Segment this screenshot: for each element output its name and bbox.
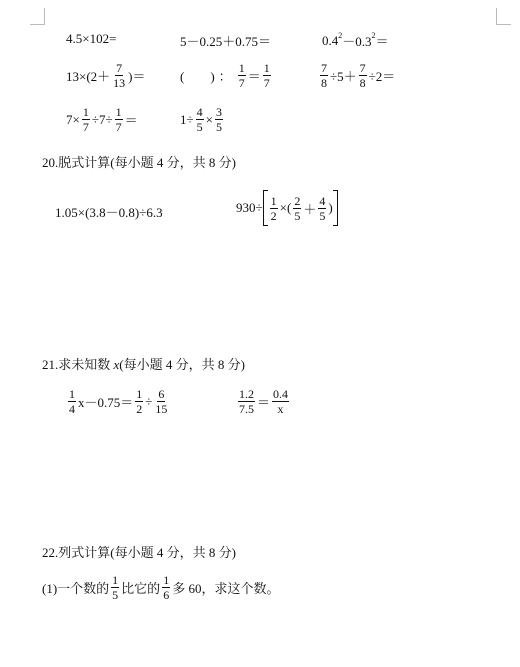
expression-text: ÷2＝ — [368, 69, 396, 84]
problem-row1-a — [66, 31, 116, 47]
close-paren: ) — [328, 200, 333, 215]
equals-sign: ＝ — [124, 113, 138, 128]
page-corner-mark-left — [30, 8, 45, 25]
page-corner-mark-right — [496, 8, 511, 25]
problem-text: 比它的 — [121, 581, 161, 596]
problem-text: (1)一个数的 — [42, 581, 110, 596]
problem-row3-b — [180, 106, 225, 133]
fraction: $\frac{1}{2}$ — [136, 387, 143, 416]
exponent: 2 — [371, 31, 376, 40]
expression-minus: －0.3 — [342, 34, 372, 49]
problem-row1-b — [180, 31, 271, 50]
question-22-heading: 22.列式计算(每小题 4 分，共 8 分) — [42, 545, 236, 560]
fraction: $\frac{7}{13}$ — [113, 61, 126, 90]
equals-sign: ＝ — [257, 395, 271, 410]
blank-parentheses: ( ) — [180, 69, 215, 84]
plus-sign: ＋ — [303, 201, 317, 217]
expression-text: x－0.75＝ — [78, 395, 134, 410]
fraction: $\frac{1}{7}$ — [263, 61, 270, 90]
times-sign: × — [205, 111, 213, 127]
fraction: $\frac{1}{7}$ — [115, 105, 122, 134]
heading-text: 21.求未知数 — [42, 357, 114, 372]
fraction: $\frac{1}{4}$ — [69, 387, 75, 416]
fraction: $\frac{2}{5}$ — [294, 193, 301, 223]
expression-text: 1÷ — [180, 111, 194, 127]
q21-equation-2 — [236, 388, 291, 415]
divide-sign: ÷ — [145, 393, 153, 409]
expression-text: ÷5＋ — [330, 69, 357, 84]
problem-row2-b — [180, 62, 273, 89]
problem-row2-c — [318, 62, 395, 89]
expression-text: )＝ — [128, 69, 146, 84]
problem-row2-a — [66, 62, 146, 89]
q20-expression-1 — [55, 202, 163, 221]
expression-text: 930÷ — [236, 200, 263, 215]
question-21-heading — [42, 354, 245, 373]
problem-row3-a — [66, 106, 138, 133]
fraction: $\frac{3}{5}$ — [215, 105, 222, 134]
expression-text: 4.5×102= — [66, 31, 117, 46]
fraction: $\frac{1}{5}$ — [112, 573, 119, 602]
question-20-heading: 20.脱式计算(每小题 4 分，共 8 分) — [42, 155, 236, 170]
fraction: $\frac{1}{6}$ — [163, 573, 170, 602]
fraction: $\frac{1.2}{7.5}$ — [239, 387, 254, 416]
fraction: $\frac{7}{8}$ — [359, 61, 366, 90]
fraction: $\frac{7}{8}$ — [321, 61, 327, 90]
variable-x: x — [113, 357, 120, 372]
equals-sign: ＝ — [375, 34, 389, 49]
exponent: 2 — [338, 31, 343, 40]
fraction: $\frac{0.4}{x}$ — [273, 387, 289, 416]
expression-text: ×( — [279, 200, 292, 215]
expression-text: 5－0.25＋0.75＝ — [180, 34, 272, 49]
right-square-bracket — [333, 190, 338, 226]
expression-text: 7× — [66, 111, 80, 127]
left-square-bracket — [263, 190, 268, 226]
expression-text: ÷7÷ — [91, 111, 113, 127]
fraction: $\frac{4}{5}$ — [196, 105, 203, 134]
q20-expression-2 — [236, 190, 338, 226]
fraction: $\frac{1}{2}$ — [270, 193, 277, 223]
problem-row1-c — [322, 31, 389, 50]
expression-text: 13×(2＋ — [66, 69, 111, 84]
fraction: $\frac{6}{15}$ — [155, 387, 168, 416]
q22-problem-1 — [42, 574, 279, 601]
expression-base: 0.4 — [322, 32, 339, 48]
fraction: $\frac{1}{7}$ — [238, 61, 245, 90]
heading-text: (每小题 4 分，共 8 分) — [119, 357, 245, 372]
fraction: $\frac{4}{5}$ — [319, 193, 326, 223]
problem-text: 多 60，求这个数。 — [172, 581, 280, 596]
expression-text: 1.05×(3.8－0.8)÷6.3 — [55, 205, 163, 220]
equals-sign: ＝ — [247, 69, 261, 84]
fraction: $\frac{1}{7}$ — [82, 105, 89, 134]
q21-equation-1 — [66, 388, 170, 415]
colon: ： — [218, 69, 232, 84]
